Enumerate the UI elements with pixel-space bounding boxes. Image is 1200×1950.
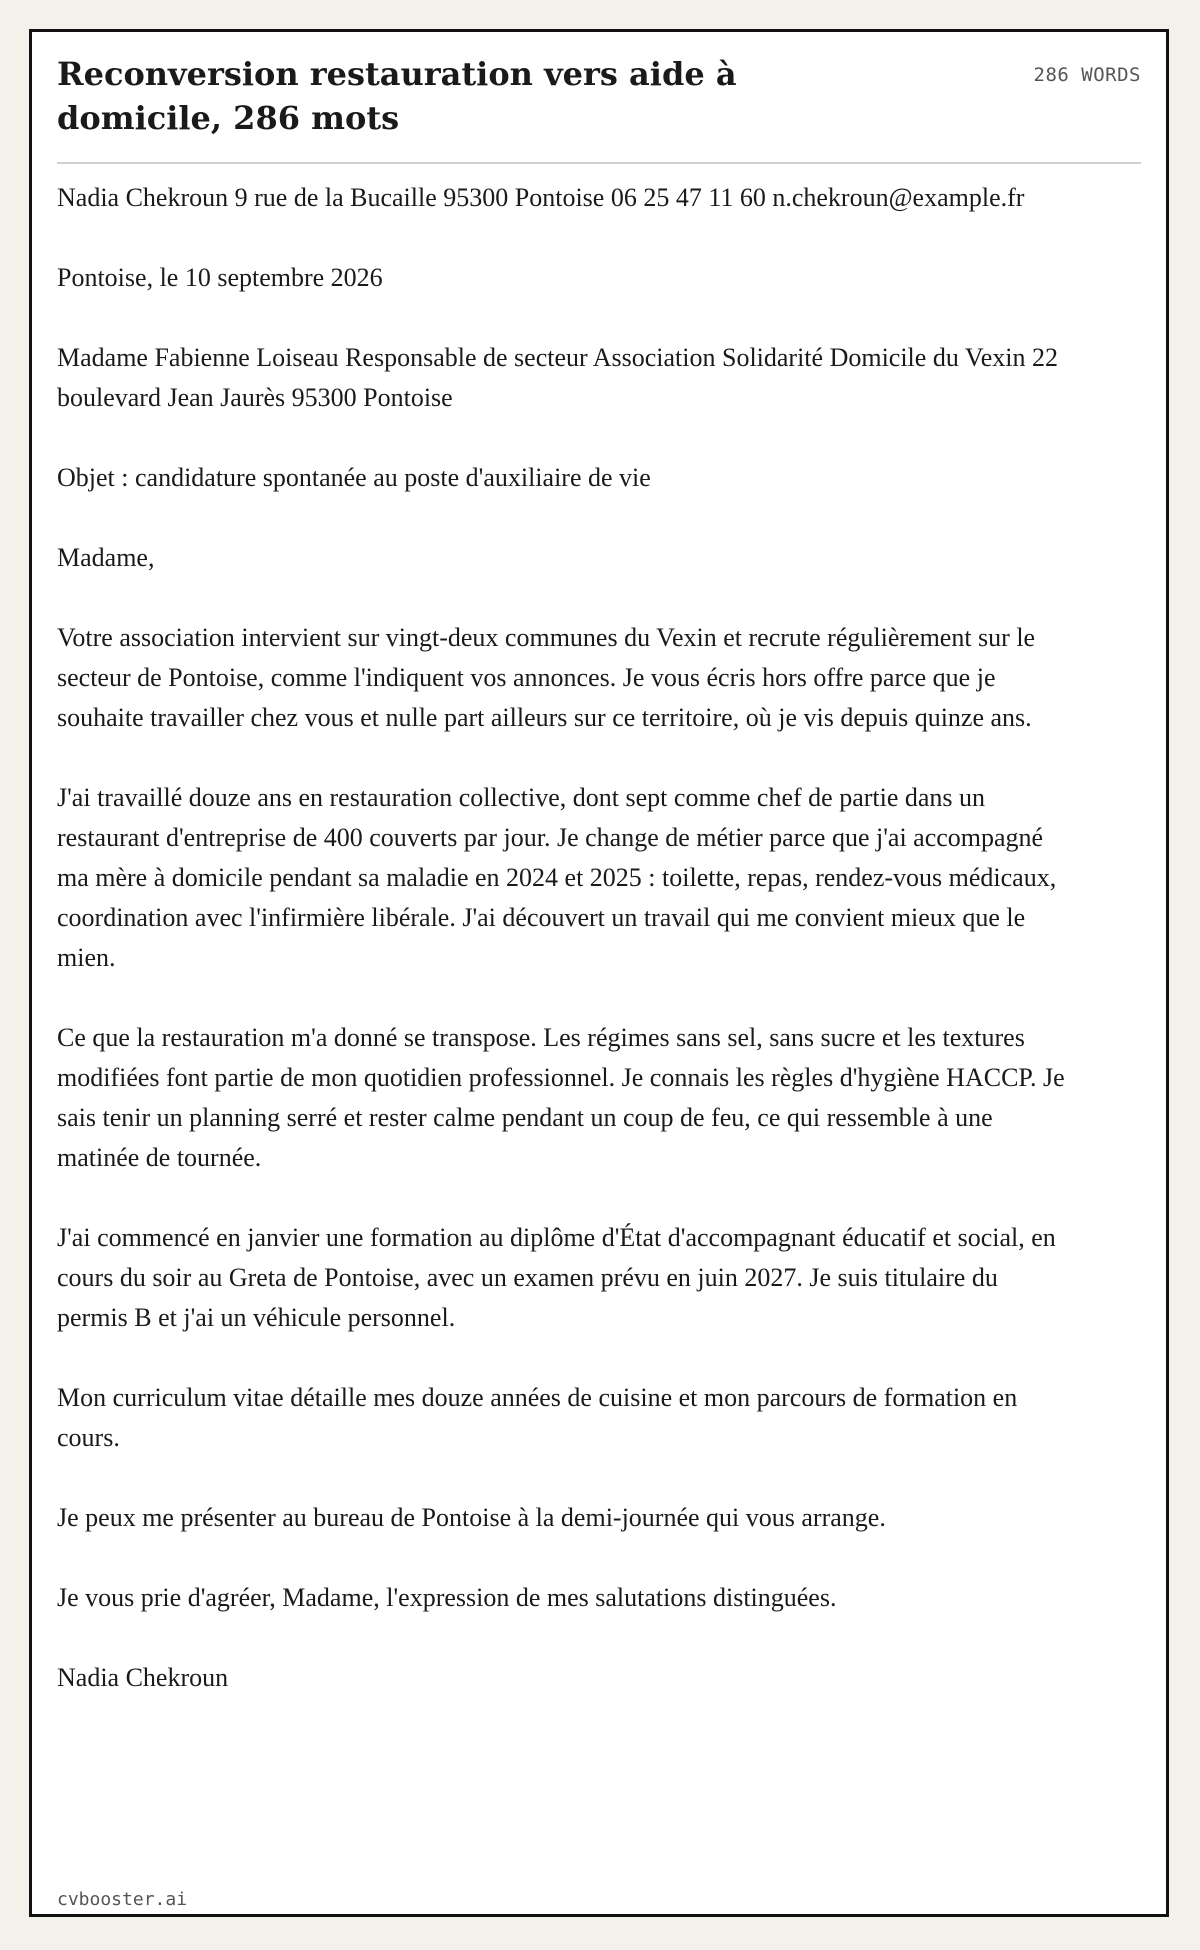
footer-brand: cvbooster.ai [57, 1889, 188, 1910]
letter-body [57, 178, 1067, 1698]
body-paragraph: Mon curriculum vitae détaille mes douze années de cuisine et mon parcours de formation en cours. [57, 1383, 1018, 1452]
body-paragraph: J'ai travaillé douze ans en restauration collective, dont sept comme chef de partie dans un restaurant d'entreprise de 400 couverts par jour. Je change de métier parce que j'ai accompagné ma mère à domicile pendant sa maladie en 2024 et 2025 : toilette, repas, rendez-vous médicaux, coordination avec l'infirmière libérale. J'ai découvert un travail qui me convient mieux que le mien. [57, 783, 1057, 972]
body-paragraph: J'ai commencé en janvier une formation au diplôme d'État d'accompagnant éducatif et social, en cours du soir au Greta de Pontoise, avec un examen prévu en juin 2027. Je suis titulaire du permis B et j'ai un véhicule personnel. [57, 1223, 1056, 1332]
body-paragraph: Ce que la restauration m'a donné se transpose. Les régimes sans sel, sans sucre et les textures modifiées font partie de mon quotidien professionnel. Je connais les règles d'hygiène HACCP. Je sais tenir un planning serré et rester calme pendant un coup de feu, ce qui ressemble à une matinée de tournée. [57, 1023, 1065, 1172]
letter-card [29, 29, 1169, 1917]
subject-line: Objet : candidature spontanée au poste d'auxiliaire de vie [57, 463, 651, 492]
word-count-badge: 286 WORDS [1033, 64, 1141, 86]
body-paragraph: Je peux me présenter au bureau de Pontoise à la demi-journée qui vous arrange. [57, 1503, 886, 1532]
document-title: Reconversion restauration vers aide à domicile, 286 mots [57, 55, 737, 137]
recipient-block: Madame Fabienne Loiseau Responsable de secteur Association Solidarité Domicile du Vexin 22 boulevard Jean Jaurès 95300 Pontoise [57, 343, 1059, 412]
header-divider [57, 162, 1141, 164]
body-paragraph: Votre association intervient sur vingt-deux communes du Vexin et recrute régulièrement sur le secteur de Pontoise, comme l'indiquent vos annonces. Je vous écris hors offre parce que je souhaite travailler chez vous et nulle part ailleurs sur ce territoire, où je vis depuis quinze ans. [57, 623, 1036, 732]
salutation: Madame, [57, 543, 155, 572]
signature: Nadia Chekroun [57, 1663, 229, 1692]
closing-formula: Je vous prie d'agréer, Madame, l'expression de mes salutations distinguées. [57, 1583, 837, 1612]
place-date: Pontoise, le 10 septembre 2026 [57, 263, 383, 292]
sender-block: Nadia Chekroun 9 rue de la Bucaille 95300 Pontoise 06 25 47 11 60 n.chekroun@example.fr [57, 183, 1025, 212]
